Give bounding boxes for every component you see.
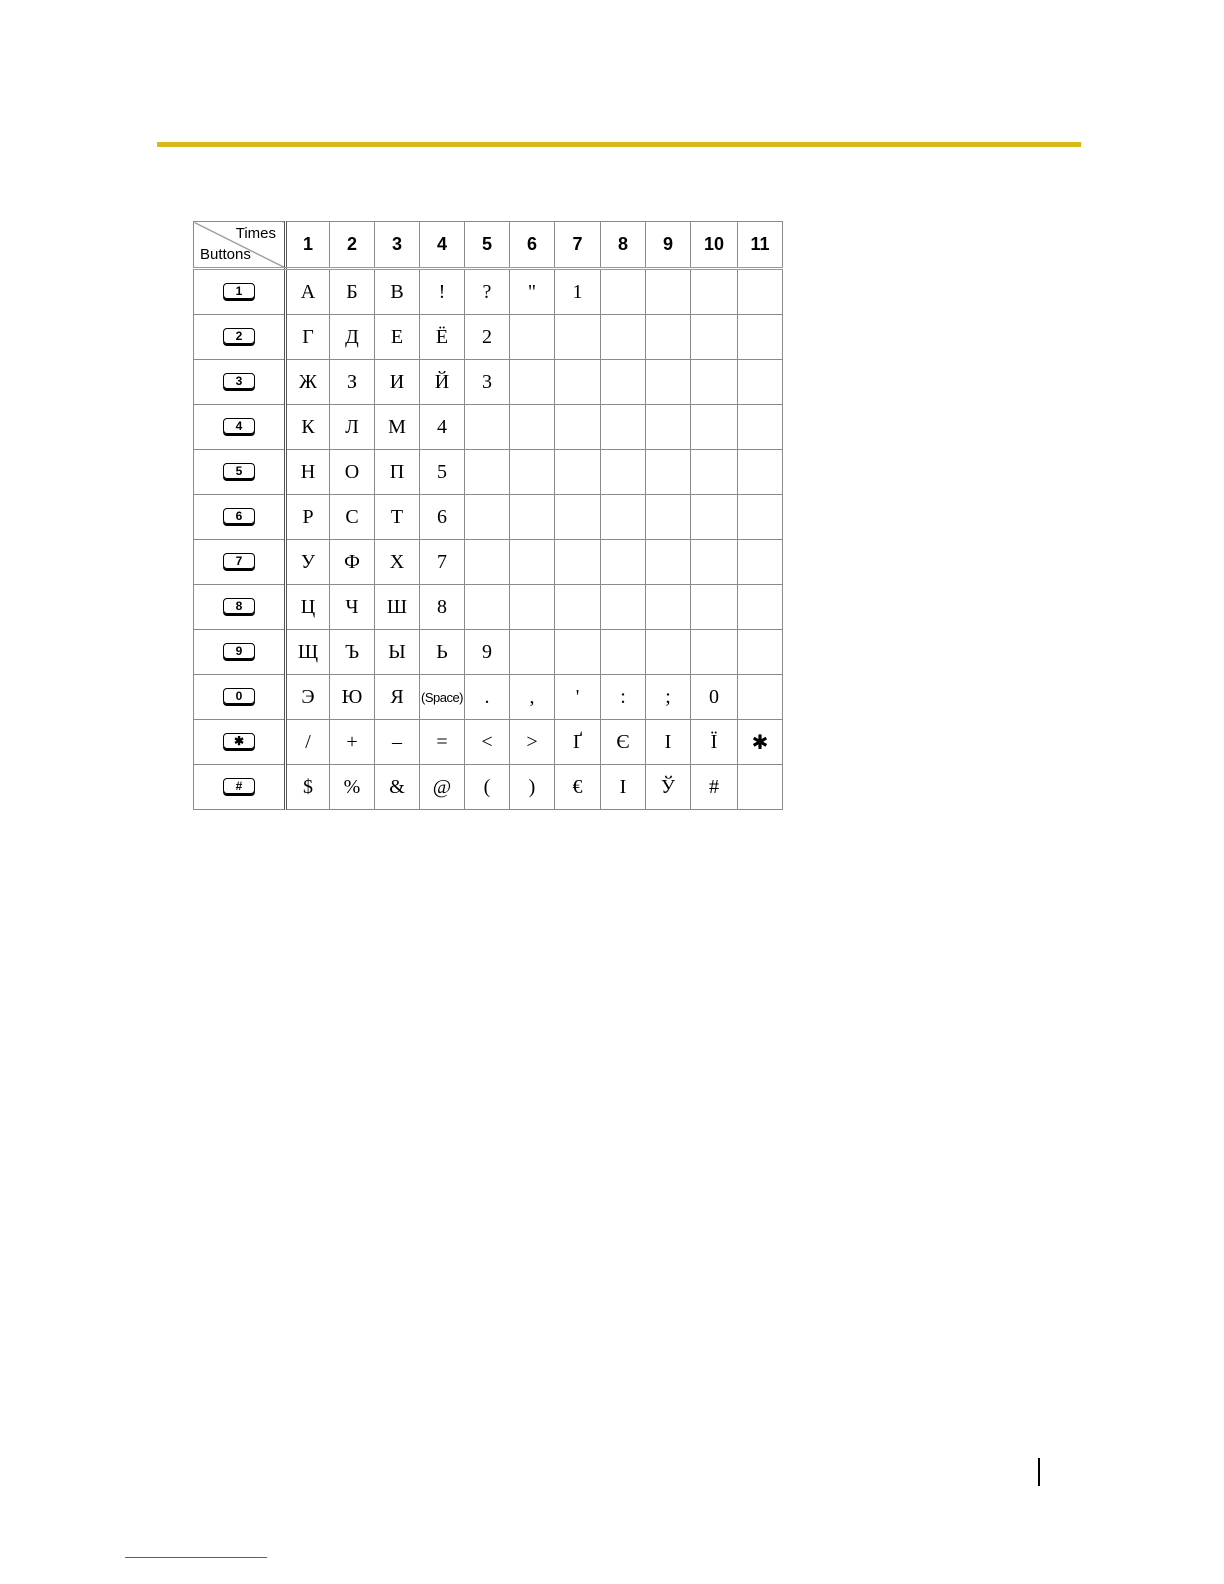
character-cell: " bbox=[510, 269, 555, 315]
character-cell: 9 bbox=[465, 630, 510, 675]
character-cell bbox=[646, 495, 691, 540]
character-cell bbox=[601, 315, 646, 360]
character-cell: € bbox=[555, 765, 601, 810]
button-cell bbox=[194, 360, 286, 405]
character-cell bbox=[691, 360, 738, 405]
table-row bbox=[194, 675, 783, 720]
table-row bbox=[194, 315, 783, 360]
character-cell bbox=[646, 585, 691, 630]
character-cell: > bbox=[510, 720, 555, 765]
character-cell: Ь bbox=[420, 630, 465, 675]
character-cell: Н bbox=[286, 450, 330, 495]
character-cell bbox=[510, 315, 555, 360]
table-row bbox=[194, 495, 783, 540]
column-header: 10 bbox=[691, 222, 738, 269]
character-cell: – bbox=[375, 720, 420, 765]
character-cell bbox=[646, 360, 691, 405]
character-cell: ✱ bbox=[738, 720, 783, 765]
character-cell: М bbox=[375, 405, 420, 450]
keypad-button-icon: 2 bbox=[223, 328, 255, 344]
character-cell: ( bbox=[465, 765, 510, 810]
character-cell bbox=[601, 540, 646, 585]
character-cell bbox=[738, 269, 783, 315]
character-cell: 8 bbox=[420, 585, 465, 630]
character-cell bbox=[601, 630, 646, 675]
keypad-button-icon: 6 bbox=[223, 508, 255, 524]
character-cell: @ bbox=[420, 765, 465, 810]
button-cell bbox=[194, 315, 286, 360]
button-cell bbox=[194, 675, 286, 720]
character-cell: Й bbox=[420, 360, 465, 405]
character-cell: Ч bbox=[330, 585, 375, 630]
character-cell: Ё bbox=[420, 315, 465, 360]
character-cell bbox=[738, 585, 783, 630]
header-rule bbox=[157, 142, 1081, 147]
button-cell bbox=[194, 765, 286, 810]
keypad-button-icon: 9 bbox=[223, 643, 255, 659]
table-row bbox=[194, 540, 783, 585]
character-cell: . bbox=[465, 675, 510, 720]
character-cell: 4 bbox=[420, 405, 465, 450]
character-cell: < bbox=[465, 720, 510, 765]
character-cell: Д bbox=[330, 315, 375, 360]
character-cell bbox=[555, 360, 601, 405]
character-cell bbox=[691, 405, 738, 450]
character-cell bbox=[738, 450, 783, 495]
character-cell bbox=[601, 405, 646, 450]
character-cell: Ф bbox=[330, 540, 375, 585]
character-cell: 7 bbox=[420, 540, 465, 585]
character-cell: ! bbox=[420, 269, 465, 315]
page-margin-mark bbox=[1038, 1458, 1040, 1486]
character-cell bbox=[738, 540, 783, 585]
character-cell: 6 bbox=[420, 495, 465, 540]
button-cell bbox=[194, 585, 286, 630]
character-cell bbox=[601, 495, 646, 540]
table-row bbox=[194, 720, 783, 765]
keypad-button-icon: 0 bbox=[223, 688, 255, 704]
character-cell bbox=[555, 450, 601, 495]
keypad-button-icon: 8 bbox=[223, 598, 255, 614]
character-cell: / bbox=[286, 720, 330, 765]
table-row bbox=[194, 630, 783, 675]
character-cell bbox=[646, 630, 691, 675]
character-cell bbox=[465, 495, 510, 540]
character-cell: Ц bbox=[286, 585, 330, 630]
character-cell: ' bbox=[555, 675, 601, 720]
character-cell: Г bbox=[286, 315, 330, 360]
character-cell bbox=[555, 585, 601, 630]
keypad-button-icon: # bbox=[223, 778, 255, 794]
character-cell: ; bbox=[646, 675, 691, 720]
table-row bbox=[194, 765, 783, 810]
button-cell bbox=[194, 720, 286, 765]
character-cell: (Space) bbox=[420, 675, 465, 720]
character-cell: Ї bbox=[691, 720, 738, 765]
character-cell: І bbox=[601, 765, 646, 810]
character-cell bbox=[510, 540, 555, 585]
character-cell: 2 bbox=[465, 315, 510, 360]
character-cell bbox=[646, 315, 691, 360]
button-cell bbox=[194, 540, 286, 585]
character-cell bbox=[738, 495, 783, 540]
corner-cell bbox=[194, 222, 286, 269]
character-cell: Ґ bbox=[555, 720, 601, 765]
column-header: 4 bbox=[420, 222, 465, 269]
character-cell bbox=[510, 405, 555, 450]
character-cell: З bbox=[330, 360, 375, 405]
character-cell bbox=[465, 540, 510, 585]
character-cell bbox=[555, 405, 601, 450]
character-cell: Є bbox=[601, 720, 646, 765]
character-cell bbox=[555, 630, 601, 675]
character-cell: 3 bbox=[465, 360, 510, 405]
character-cell: Э bbox=[286, 675, 330, 720]
character-cell bbox=[738, 675, 783, 720]
times-label: Times bbox=[235, 225, 276, 242]
character-cell bbox=[691, 495, 738, 540]
character-cell: Ш bbox=[375, 585, 420, 630]
character-cell bbox=[691, 315, 738, 360]
column-header: 5 bbox=[465, 222, 510, 269]
table-row bbox=[194, 269, 783, 315]
column-header: 11 bbox=[738, 222, 783, 269]
character-cell bbox=[691, 630, 738, 675]
character-cell bbox=[646, 450, 691, 495]
character-cell: Л bbox=[330, 405, 375, 450]
character-cell bbox=[601, 585, 646, 630]
buttons-label: Buttons bbox=[200, 246, 251, 263]
column-header: 3 bbox=[375, 222, 420, 269]
character-cell bbox=[691, 585, 738, 630]
character-cell: Ю bbox=[330, 675, 375, 720]
character-cell bbox=[555, 315, 601, 360]
character-cell: Я bbox=[375, 675, 420, 720]
keypad-button-icon: ✱ bbox=[223, 733, 255, 749]
character-cell: & bbox=[375, 765, 420, 810]
character-cell bbox=[601, 450, 646, 495]
character-cell: ) bbox=[510, 765, 555, 810]
character-cell: 1 bbox=[555, 269, 601, 315]
button-cell bbox=[194, 405, 286, 450]
character-cell: % bbox=[330, 765, 375, 810]
keypad-button-icon: 4 bbox=[223, 418, 255, 434]
character-cell bbox=[465, 405, 510, 450]
keypad-button-icon: 3 bbox=[223, 373, 255, 389]
character-cell bbox=[738, 765, 783, 810]
column-header: 8 bbox=[601, 222, 646, 269]
column-header: 9 bbox=[646, 222, 691, 269]
character-cell bbox=[646, 405, 691, 450]
character-cell: Х bbox=[375, 540, 420, 585]
column-header: 7 bbox=[555, 222, 601, 269]
character-cell: В bbox=[375, 269, 420, 315]
table-header-row bbox=[194, 222, 783, 269]
character-cell: 5 bbox=[420, 450, 465, 495]
character-cell bbox=[555, 495, 601, 540]
character-cell: 0 bbox=[691, 675, 738, 720]
character-cell bbox=[691, 269, 738, 315]
character-cell: Ъ bbox=[330, 630, 375, 675]
character-cell: А bbox=[286, 269, 330, 315]
character-cell: Ы bbox=[375, 630, 420, 675]
character-cell bbox=[646, 540, 691, 585]
character-cell: Т bbox=[375, 495, 420, 540]
character-cell: Е bbox=[375, 315, 420, 360]
footer-link-underline bbox=[125, 1557, 267, 1558]
character-cell: Б bbox=[330, 269, 375, 315]
button-cell bbox=[194, 630, 286, 675]
character-cell bbox=[510, 630, 555, 675]
character-cell: У bbox=[286, 540, 330, 585]
table-row bbox=[194, 585, 783, 630]
character-cell bbox=[510, 585, 555, 630]
character-cell: : bbox=[601, 675, 646, 720]
character-cell bbox=[646, 269, 691, 315]
character-cell bbox=[738, 360, 783, 405]
character-cell: О bbox=[330, 450, 375, 495]
character-cell: І bbox=[646, 720, 691, 765]
character-cell bbox=[601, 360, 646, 405]
character-cell bbox=[601, 269, 646, 315]
character-cell bbox=[738, 315, 783, 360]
column-header: 1 bbox=[286, 222, 330, 269]
character-cell bbox=[510, 360, 555, 405]
keypad-button-icon: 1 bbox=[223, 283, 255, 299]
character-cell: , bbox=[510, 675, 555, 720]
character-cell bbox=[738, 630, 783, 675]
character-cell: С bbox=[330, 495, 375, 540]
character-cell bbox=[510, 450, 555, 495]
character-entry-table bbox=[193, 221, 783, 810]
keypad-button-icon: 5 bbox=[223, 463, 255, 479]
character-cell: Р bbox=[286, 495, 330, 540]
character-cell bbox=[465, 585, 510, 630]
table-row bbox=[194, 405, 783, 450]
button-cell bbox=[194, 269, 286, 315]
column-header: 6 bbox=[510, 222, 555, 269]
character-cell: К bbox=[286, 405, 330, 450]
character-cell: П bbox=[375, 450, 420, 495]
column-header: 2 bbox=[330, 222, 375, 269]
character-cell bbox=[691, 450, 738, 495]
character-cell bbox=[555, 540, 601, 585]
keypad-button-icon: 7 bbox=[223, 553, 255, 569]
character-cell: + bbox=[330, 720, 375, 765]
character-cell: $ bbox=[286, 765, 330, 810]
character-cell: ? bbox=[465, 269, 510, 315]
character-cell bbox=[465, 450, 510, 495]
character-cell: И bbox=[375, 360, 420, 405]
character-cell: # bbox=[691, 765, 738, 810]
character-cell: = bbox=[420, 720, 465, 765]
character-cell: Щ bbox=[286, 630, 330, 675]
character-cell: Ў bbox=[646, 765, 691, 810]
character-cell bbox=[691, 540, 738, 585]
character-cell bbox=[510, 495, 555, 540]
character-cell: Ж bbox=[286, 360, 330, 405]
button-cell bbox=[194, 495, 286, 540]
button-cell bbox=[194, 450, 286, 495]
table-row bbox=[194, 360, 783, 405]
character-cell bbox=[738, 405, 783, 450]
table-row bbox=[194, 450, 783, 495]
